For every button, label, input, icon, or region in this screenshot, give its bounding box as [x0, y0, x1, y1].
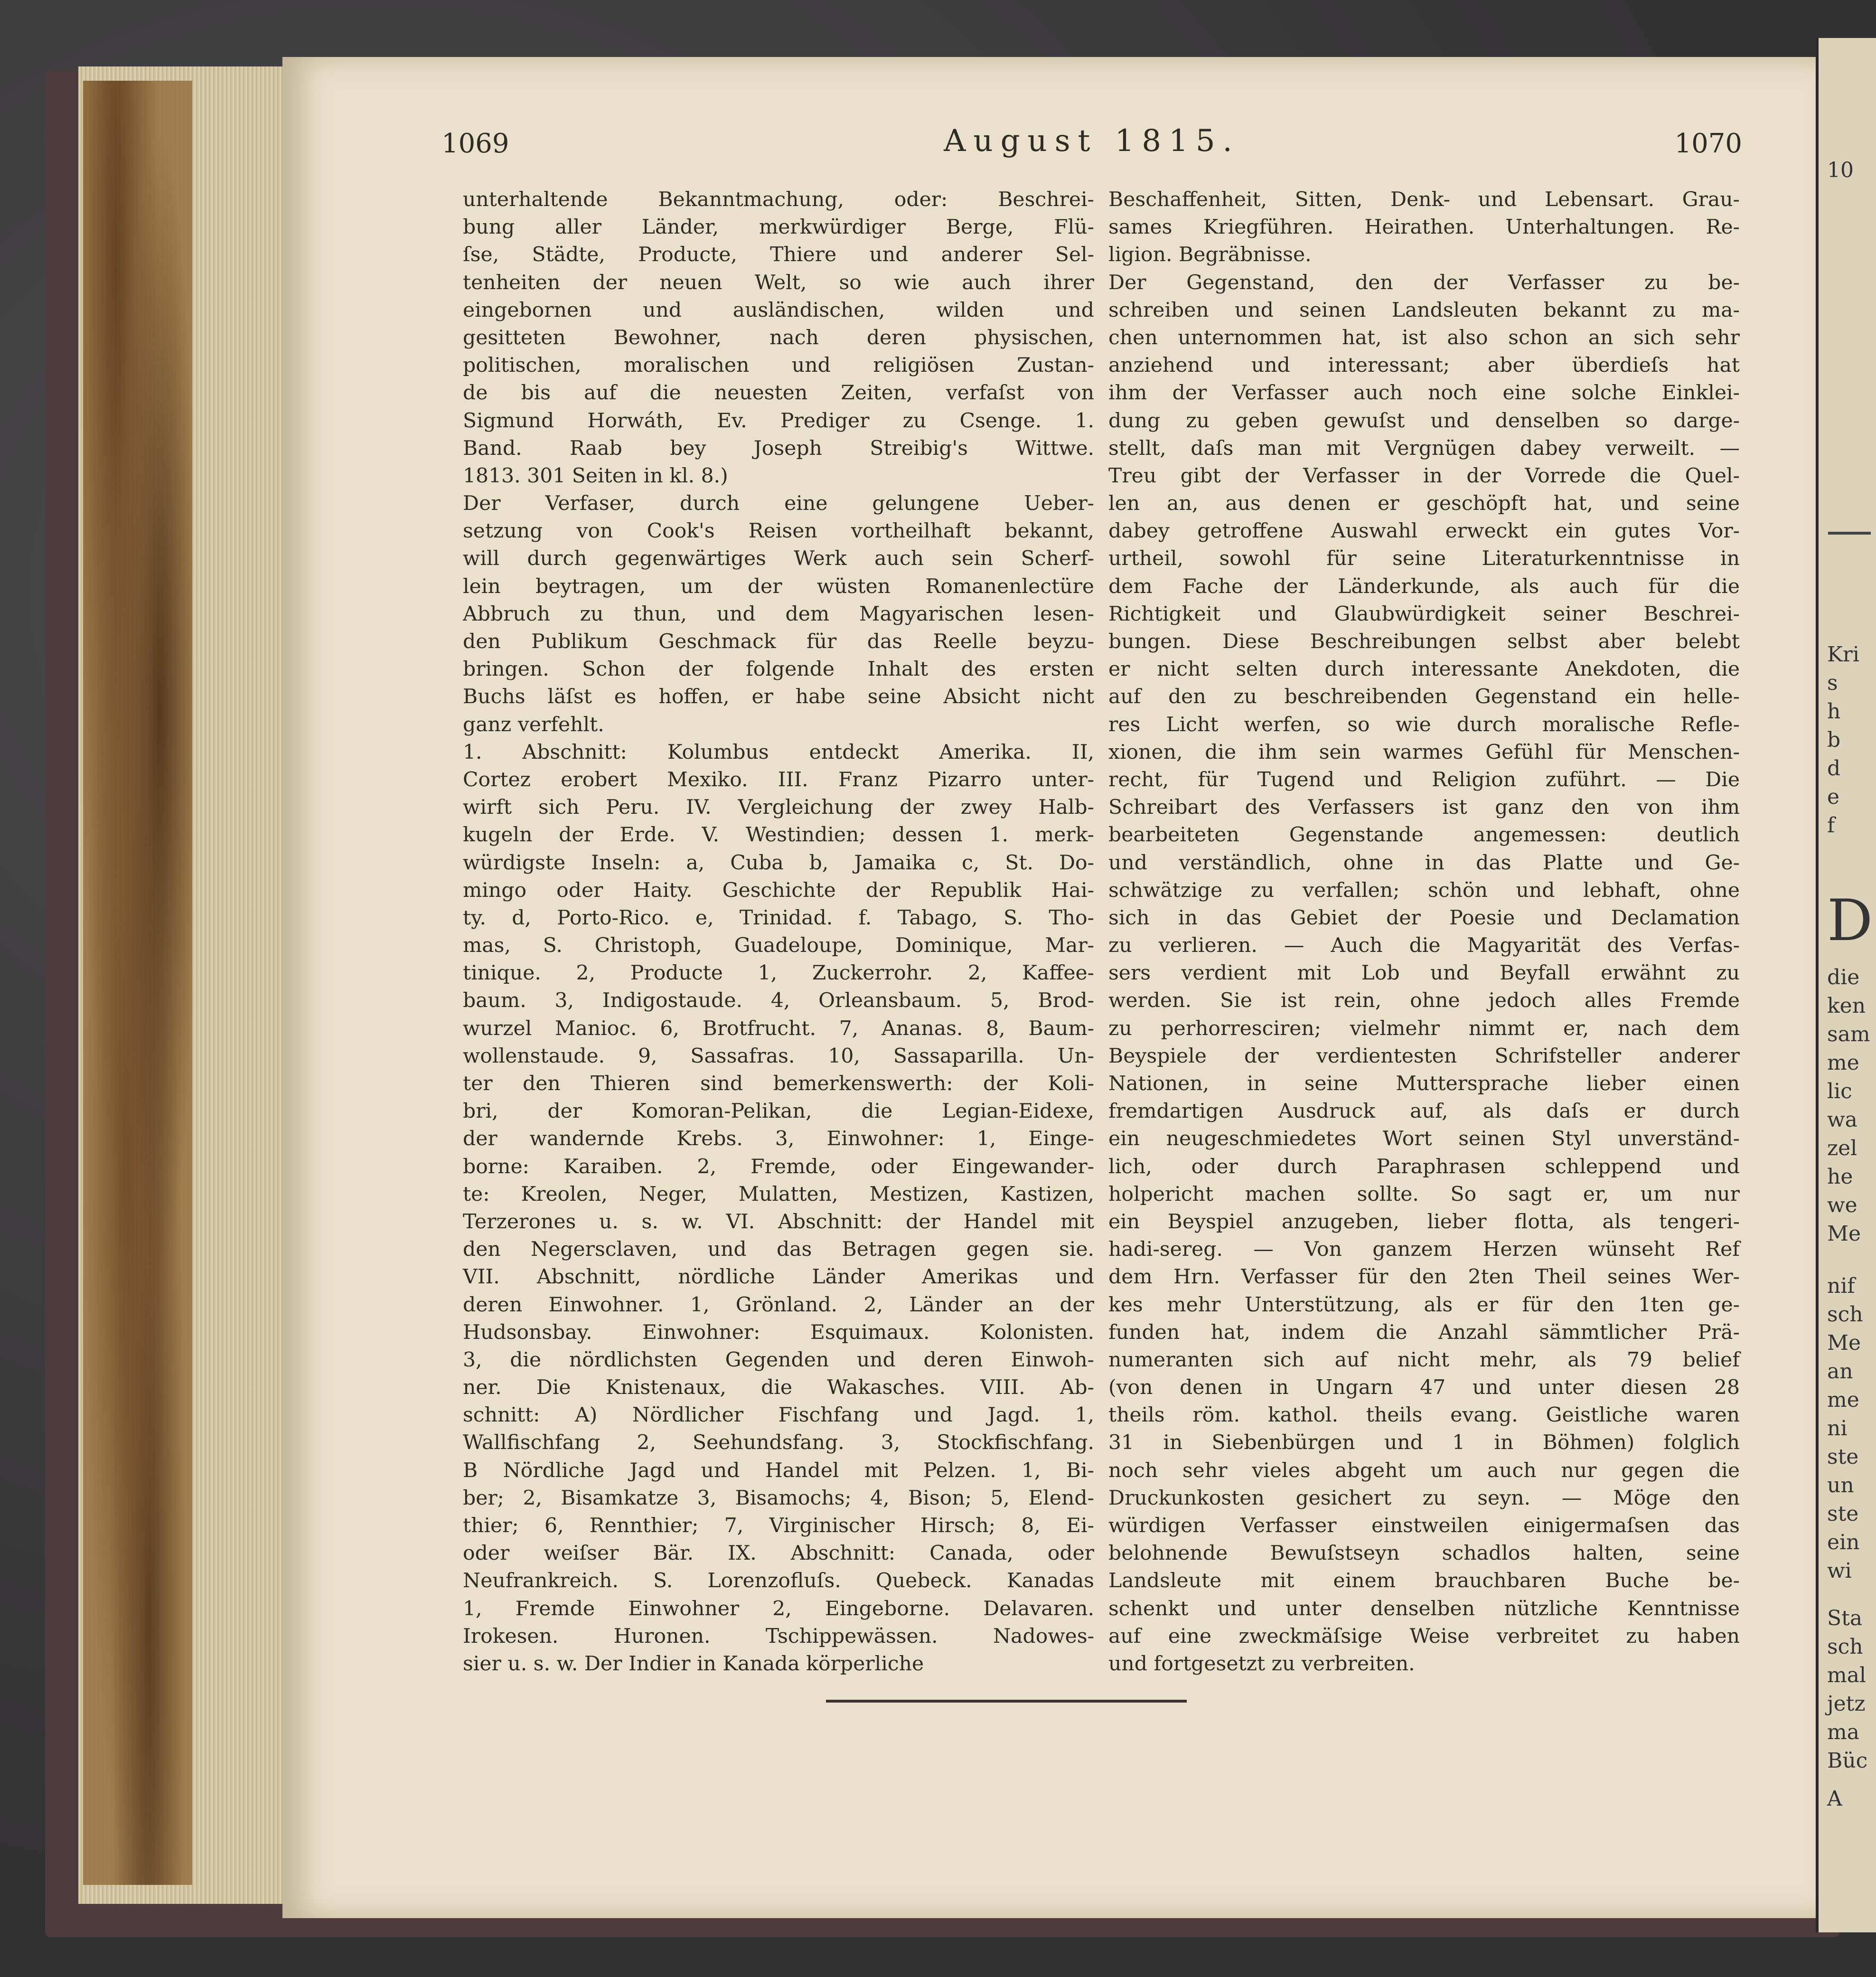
text-line: lich, oder durch Paraphrasen schleppend und — [1108, 1155, 1740, 1178]
adjacent-page-text: sch — [1827, 1635, 1863, 1659]
adjacent-page-text: 10 — [1827, 158, 1854, 182]
page-number-right: 1070 — [1674, 128, 1742, 159]
adjacent-page-text: ein — [1827, 1530, 1860, 1554]
adjacent-page-text: f — [1827, 813, 1835, 838]
page-number-left: 1069 — [441, 128, 509, 159]
text-line: ihm der Verfasser auch noch eine solche Einklei- — [1108, 381, 1740, 405]
left-column — [463, 186, 1094, 1678]
text-line: deren Einwohner. 1, Grönland. 2, Länder an der — [463, 1293, 1094, 1317]
text-line: wirft sich Peru. IV. Vergleichung der zwey Halb- — [463, 796, 1094, 819]
adjacent-page-text: D — [1827, 888, 1873, 954]
text-line: noch sehr vieles abgeht um auch nur gegen die — [1108, 1459, 1740, 1482]
adjacent-page-text: mal — [1827, 1663, 1867, 1687]
text-line: urtheil, sowohl für seine Literaturkenntnisse in — [1108, 547, 1740, 571]
adjacent-page-text: ste — [1827, 1502, 1859, 1526]
adjacent-page-text: lic — [1827, 1079, 1852, 1103]
text-line: sers verdient mit Lob und Beyfall erwähnt zu — [1108, 961, 1740, 985]
text-line: mingo oder Haity. Geschichte der Republik Hai- — [463, 878, 1094, 902]
text-line: 31 in Siebenbürgen und 1 in Böhmen) folglich — [1108, 1431, 1740, 1455]
text-line: schwätzige zu verfallen; schön und lebhaft, ohne — [1108, 878, 1740, 902]
adjacent-page-text: ken — [1827, 994, 1866, 1018]
text-line: borne: Karaiben. 2, Fremde, oder Eingewander- — [463, 1155, 1094, 1178]
text-line: Sigmund Horwáth, Ev. Prediger zu Csenge. 1. — [463, 409, 1094, 433]
adjacent-page-rule — [1828, 532, 1871, 535]
adjacent-page-text: e — [1827, 785, 1840, 809]
text-line: auf eine zweckmäſsige Weise verbreitet zu haben — [1108, 1624, 1740, 1648]
text-line: bung aller Länder, merkwürdiger Berge, Flü- — [463, 216, 1094, 239]
text-line: kugeln der Erde. V. Westindien; dessen 1. merk- — [463, 823, 1094, 847]
text-line: Irokesen. Huronen. Tschippewässen. Nadowes- — [463, 1624, 1094, 1648]
text-line: ner. Die Knistenaux, die Wakasches. VIII. Ab- — [463, 1376, 1094, 1400]
text-line: der wandernde Krebs. 3, Einwohner: 1, Einge- — [463, 1127, 1094, 1151]
text-line: Abbruch zu thun, und dem Magyarischen lesen- — [463, 602, 1094, 626]
text-line: Landsleute mit einem brauchbaren Buche be- — [1108, 1569, 1740, 1593]
text-line: ligion. Begräbnisse. — [1108, 243, 1312, 267]
text-line: zu verlieren. — Auch die Magyarität des Verfas- — [1108, 934, 1740, 958]
text-line: würdigste Inseln: a, Cuba b, Jamaika c, St. Do- — [463, 851, 1094, 875]
adjacent-page-text: jetz — [1827, 1692, 1866, 1716]
text-line: zu perhorresciren; vielmehr nimmt er, nach dem — [1108, 1017, 1740, 1040]
text-line: und verständlich, ohne in das Platte und Ge- — [1108, 851, 1740, 875]
text-line: sier u. s. w. Der Indier in Kanada körperliche — [463, 1652, 924, 1676]
text-line: Cortez erobert Mexiko. III. Franz Pizarro unter- — [463, 768, 1094, 791]
adjacent-page-text: me — [1827, 1051, 1859, 1075]
text-line: werden. Sie ist rein, ohne jedoch alles Fremde — [1108, 989, 1740, 1013]
text-line: Beschaffenheit, Sitten, Denk- und Lebensart. Grau- — [1108, 188, 1740, 211]
text-line: lein beytragen, um der wüsten Romanenlectüre — [463, 574, 1094, 598]
text-line: Band. Raab bey Joseph Streibig's Wittwe. — [463, 436, 1094, 460]
adjacent-page-text: sam — [1827, 1022, 1870, 1046]
adjacent-page-text: ma — [1827, 1720, 1859, 1744]
text-line: ter den Thieren sind bemerkenswerth: der Koli- — [463, 1072, 1094, 1095]
text-line: stellt, daſs man mit Vergnügen dabey verweilt. — — [1108, 436, 1740, 460]
text-line: recht, für Tugend und Religion zuführt. — Die — [1108, 768, 1740, 791]
text-line: schenkt und unter denselben nützliche Kenntnisse — [1108, 1597, 1740, 1620]
text-line: Neufrankreich. S. Lorenzofluſs. Quebeck. Kanadas — [463, 1569, 1094, 1593]
text-line: schreiben und seinen Landsleuten bekannt zu ma- — [1108, 298, 1740, 322]
text-line: würdigen Verfasser einstweilen einigermaſsen das — [1108, 1514, 1740, 1537]
text-line: fremdartigen Ausdruck auf, als daſs er durch — [1108, 1100, 1740, 1123]
text-line: ein Beyspiel anzugeben, lieber flotta, als tengeri- — [1108, 1210, 1740, 1233]
text-line: den Negersclaven, und das Betragen gegen sie. — [463, 1238, 1094, 1262]
text-line: dabey getroffene Auswahl erweckt ein gutes Vor- — [1108, 519, 1740, 543]
text-line: ein neugeschmiedetes Wort seinen Styl unverständ- — [1108, 1127, 1740, 1151]
text-line: bri, der Komoran-Pelikan, die Legian-Eidexe, — [463, 1100, 1094, 1123]
text-line: Schreibart des Verfassers ist ganz den von ihm — [1108, 796, 1740, 819]
text-line: bearbeiteten Gegenstande angemessen: deutlich — [1108, 823, 1740, 847]
adjacent-page-text: ste — [1827, 1445, 1859, 1469]
adjacent-page-text: Me — [1827, 1222, 1861, 1246]
text-line: len an, aus denen er geschöpft hat, und seine — [1108, 492, 1740, 516]
section-rule — [826, 1700, 1187, 1703]
text-line: te: Kreolen, Neger, Mulatten, Mestizen, Kastizen, — [463, 1182, 1094, 1206]
adjacent-page-text: b — [1827, 728, 1841, 752]
text-line: wurzel Manioc. 6, Brotfrucht. 7, Ananas. 8, Baum- — [463, 1017, 1094, 1040]
text-line: Richtigkeit und Glaubwürdigkeit seiner Beschrei- — [1108, 602, 1740, 626]
text-line: Der Verfaser, durch eine gelungene Ueber- — [463, 492, 1094, 516]
text-line: politischen, moralischen und religiösen Zustan- — [463, 354, 1094, 377]
adjacent-page-text: nif — [1827, 1274, 1855, 1298]
text-line: unterhaltende Bekanntmachung, oder: Beschrei- — [463, 188, 1094, 211]
text-line: 1. Abschnitt: Kolumbus entdeckt Amerika. II, — [463, 740, 1094, 764]
text-line: baum. 3, Indigostaude. 4, Orleansbaum. 5, Brod- — [463, 989, 1094, 1013]
text-line: Treu gibt der Verfasser in der Vorrede die Quel- — [1108, 464, 1740, 488]
text-line: Wallfischfang 2, Seehundsfang. 3, Stockfischfang. — [463, 1431, 1094, 1455]
text-line: Buchs läſst es hoffen, er habe seine Absicht nicht — [463, 685, 1094, 709]
text-line: gesitteten Bewohner, nach deren physischen, — [463, 326, 1094, 349]
adjacent-page-text: zel — [1827, 1136, 1857, 1160]
text-line: kes mehr Unterstützung, als er für den 1ten ge- — [1108, 1293, 1740, 1317]
text-line: oder weiſser Bär. IX. Abschnitt: Canada, oder — [463, 1542, 1094, 1565]
text-line: VII. Abschnitt, nördliche Länder Amerikas und — [463, 1265, 1094, 1289]
adjacent-page-text: sch — [1827, 1302, 1863, 1327]
text-line: Terzerones u. s. w. VI. Abschnitt: der Handel mit — [463, 1210, 1094, 1233]
text-line: dung zu geben gewuſst und denselben so darge- — [1108, 409, 1740, 433]
text-line: chen unternommen hat, ist also schon an sich sehr — [1108, 326, 1740, 349]
text-line: ſse, Städte, Producte, Thiere und anderer Sel- — [463, 243, 1094, 267]
text-line: funden hat, indem die Anzahl sämmtlicher Prä- — [1108, 1320, 1740, 1344]
text-line: er nicht selten durch interessante Anekdoten, die — [1108, 658, 1740, 681]
text-line: bringen. Schon der folgende Inhalt des ersten — [463, 658, 1094, 681]
text-line: xionen, die ihm sein warmes Gefühl für Menschen- — [1108, 740, 1740, 764]
adjacent-page-fragment — [1816, 38, 1876, 1932]
text-line: schnitt: A) Nördlicher Fischfang und Jagd. 1, — [463, 1403, 1094, 1427]
marbled-edge — [83, 81, 192, 1885]
adjacent-page-text: A — [1827, 1787, 1842, 1811]
adjacent-page-text: Sta — [1827, 1606, 1863, 1630]
text-line: Nationen, in seine Muttersprache lieber einen — [1108, 1072, 1740, 1095]
text-line: Der Gegenstand, den der Verfasser zu be- — [1108, 271, 1740, 294]
text-line: ganz verfehlt. — [463, 713, 604, 736]
text-line: sich in das Gebiet der Poesie und Declamation — [1108, 906, 1740, 930]
adjacent-page-text: we — [1827, 1193, 1857, 1217]
text-line: und fortgesetzt zu verbreiten. — [1108, 1652, 1415, 1676]
text-line: Beyspiele der verdientesten Schrifsteller anderer — [1108, 1044, 1740, 1068]
text-line: theils röm. kathol. theils evang. Geistliche waren — [1108, 1403, 1740, 1427]
text-line: holpericht machen sollte. So sagt er, um nur — [1108, 1182, 1740, 1206]
text-line: mas, S. Christoph, Guadeloupe, Dominique, Mar- — [463, 934, 1094, 958]
adjacent-page-text: d — [1827, 756, 1841, 781]
text-line: 3, die nördlichsten Gegenden und deren Einwoh- — [463, 1348, 1094, 1372]
text-line: dem Fache der Länderkunde, als auch für die — [1108, 574, 1740, 598]
text-line: res Licht werfen, so wie durch moralische Refle- — [1108, 713, 1740, 736]
text-line: ty. d, Porto-Rico. e, Trinidad. f. Tabago, S. Tho- — [463, 906, 1094, 930]
text-line: anziehend und interessant; aber überdieſs hat — [1108, 354, 1740, 377]
text-line: 1, Fremde Einwohner 2, Eingeborne. Delavaren. — [463, 1597, 1094, 1620]
text-line: tinique. 2, Producte 1, Zuckerrohr. 2, Kaffee- — [463, 961, 1094, 985]
text-line: bungen. Diese Beschreibungen selbst aber belebt — [1108, 630, 1740, 653]
adjacent-page-text: die — [1827, 965, 1860, 989]
right-column — [1108, 186, 1740, 1678]
text-line: Druckunkosten gesichert zu seyn. — Möge den — [1108, 1486, 1740, 1510]
text-line: B Nördliche Jagd und Handel mit Pelzen. 1, Bi- — [463, 1459, 1094, 1482]
text-line: ber; 2, Bisamkatze 3, Bisamochs; 4, Bison; 5, Elend- — [463, 1486, 1094, 1510]
adjacent-page-text: h — [1827, 699, 1841, 724]
text-line: dem Hrn. Verfasser für den 2ten Theil seines Wer- — [1108, 1265, 1740, 1289]
adjacent-page-text: s — [1827, 671, 1838, 695]
text-line: 1813. 301 Seiten in kl. 8.) — [463, 464, 728, 488]
adjacent-page-text: ni — [1827, 1416, 1848, 1440]
adjacent-page-text: wa — [1827, 1108, 1857, 1132]
text-line: wollenstaude. 9, Sassafras. 10, Sassaparilla. Un- — [463, 1044, 1094, 1068]
text-line: thier; 6, Rennthier; 7, Virginischer Hirsch; 8, Ei- — [463, 1514, 1094, 1537]
text-line: auf den zu beschreibenden Gegenstand ein helle- — [1108, 685, 1740, 709]
adjacent-page-text: Me — [1827, 1331, 1861, 1355]
text-line: belohnende Bewuſstseyn schadlos halten, seine — [1108, 1542, 1740, 1565]
adjacent-page-text: he — [1827, 1165, 1853, 1189]
text-line: will durch gegenwärtiges Werk auch sein Scherf- — [463, 547, 1094, 571]
text-line: den Publikum Geschmack für das Reelle beyzu- — [463, 630, 1094, 653]
text-line: setzung von Cook's Reisen vortheilhaft bekannt, — [463, 519, 1094, 543]
text-line: eingebornen und ausländischen, wilden und — [463, 298, 1094, 322]
adjacent-page-text: wi — [1827, 1559, 1852, 1583]
text-line: Hudsonsbay. Einwohner: Esquimaux. Kolonisten. — [463, 1320, 1094, 1344]
adjacent-page-text: an — [1827, 1359, 1853, 1384]
text-line: sames Kriegführen. Heirathen. Unterhaltungen. Re- — [1108, 216, 1740, 239]
page-header — [441, 123, 1742, 166]
text-line: (von denen in Ungarn 47 und unter diesen 28 — [1108, 1376, 1740, 1400]
text-line: de bis auf die neuesten Zeiten, verfaſst von — [463, 381, 1094, 405]
adjacent-page-text: Kri — [1827, 642, 1859, 667]
text-line: hadi-sereg. — Von ganzem Herzen wünseht Ref — [1108, 1238, 1740, 1262]
adjacent-page-text: un — [1827, 1473, 1854, 1497]
running-title: August 1815. — [944, 123, 1240, 159]
text-line: numeranten sich auf nicht mehr, als 79 belief — [1108, 1348, 1740, 1372]
adjacent-page-text: me — [1827, 1388, 1859, 1412]
text-line: tenheiten der neuen Welt, so wie auch ihrer — [463, 271, 1094, 294]
adjacent-page-text: Büc — [1827, 1749, 1868, 1773]
